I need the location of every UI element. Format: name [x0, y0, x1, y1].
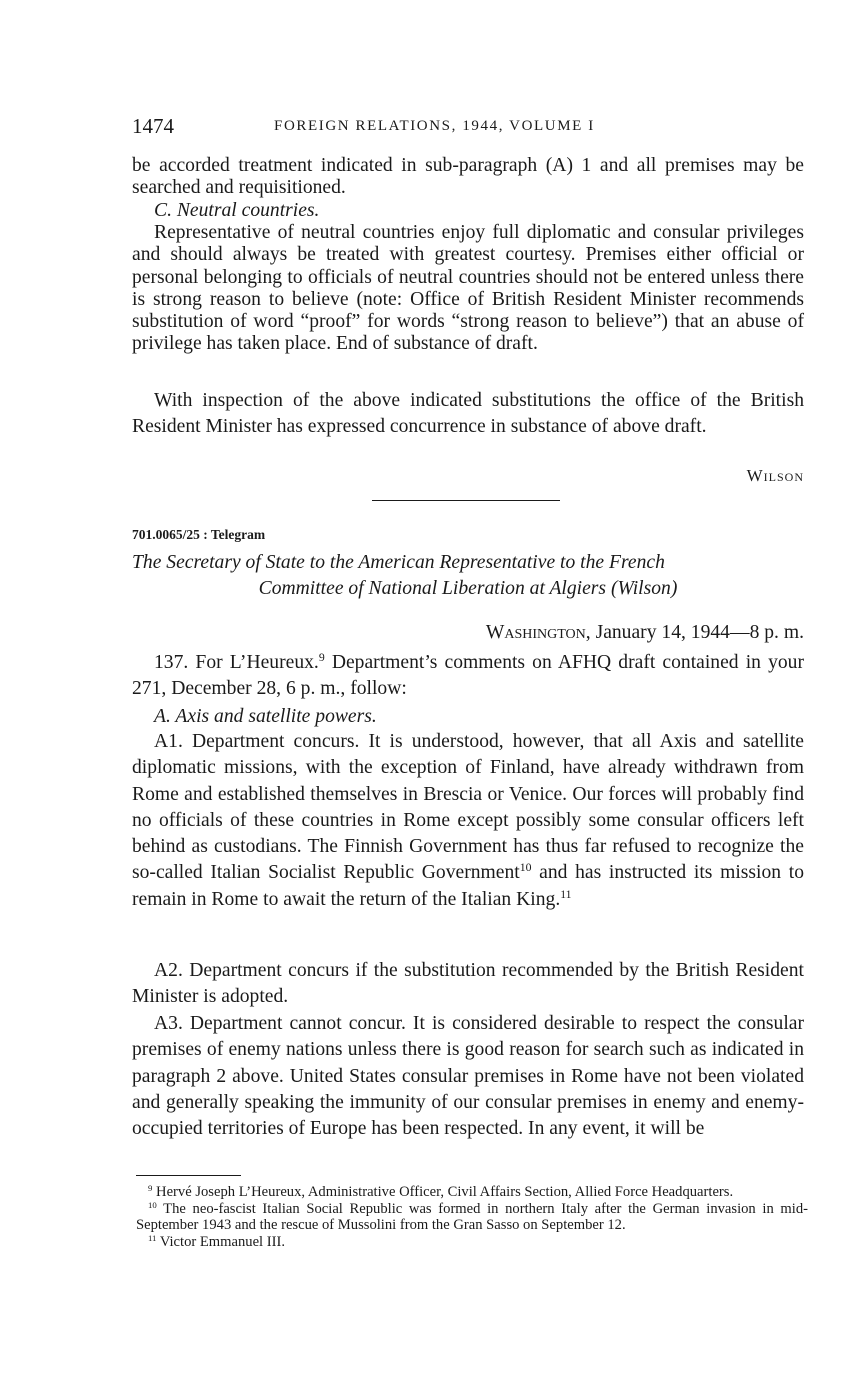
footnote-number: 10: [148, 1199, 157, 1210]
footnote-10: [136, 1201, 808, 1234]
opening-paragraph: [132, 650, 804, 703]
paragraph-a1: [132, 729, 804, 913]
dateline-date: , January 14, 1944—8 p. m.: [585, 622, 804, 643]
section-c-body: Representative of neutral countries enjoy full diplomatic and consular privileges and should always be treated with greatest courtesy. Premises either official or personal belonging to officials of neutral countries should not be entered unless there is strong reason to believe (note: Office of British Resident Minister recommends substitution of word “proof” for words “strong reason to believe”) that an abuse of privilege has taken place. End of substance of draft.: [132, 222, 804, 355]
footnote-divider: [136, 1175, 241, 1176]
a1-text: A1. Department concurs. It is understood, however, that all Axis and satellite diplomatic missions, with the exception of Finland, have already withdrawn from Rome and established themselves in Brescia or Venice. Our forces will probably find no officials of these countries in Rome except possibly some consular officers left behind as custodians. The Finnish Government has thus far refused to recognize the so-called Italian Socialist Republic Government: [132, 731, 804, 884]
file-reference: 701.0065/25 : Telegram: [132, 527, 266, 542]
footnotes: [136, 1184, 808, 1250]
footnote-text: Victor Emmanuel III.: [159, 1233, 285, 1250]
footnote-text: Hervé Joseph L’Heureux, Administrative Officer, Civil Affairs Section, Allied Force Headquarters.: [156, 1184, 734, 1200]
page-header: [132, 114, 804, 140]
signature: Wilson: [746, 466, 804, 485]
section-a-heading: A. Axis and satellite powers.: [154, 706, 377, 727]
footnote-ref-9: 9: [318, 650, 325, 664]
opening-text: 137. For L’Heureux.: [154, 652, 319, 673]
document-title-line1: The Secretary of State to the American Representative to the French: [132, 552, 665, 573]
footnote-number: 11: [148, 1232, 157, 1243]
closing-paragraph: With inspection of the above indicated substitutions the office of the British Resident Minister has expressed concurrence in substance of above draft.: [132, 390, 804, 438]
a1-text-continued: and has instructed its mission to remain in Rome to await the return of the Italian King.: [132, 862, 804, 910]
document-title: [132, 550, 804, 602]
section-c-heading: C. Neutral countries.: [154, 200, 320, 221]
footnote-number: 9: [148, 1182, 153, 1193]
opening-rest: Department’s comments on AFHQ draft contained in your 271, December 28, 6 p. m., follow:: [132, 652, 805, 700]
document-title-line2: Committee of National Liberation at Algiers (Wilson): [258, 578, 678, 599]
footnote-9: [136, 1184, 808, 1201]
footnote-11: [136, 1234, 808, 1251]
dateline-place: Washington: [485, 622, 586, 643]
paragraph-a2: A2. Department concurs if the substitution recommended by the British Resident Minister is adopted.: [132, 960, 804, 1008]
dateline: [486, 622, 804, 644]
footnote-text: The neo-fascist Italian Social Republic was formed in northern Italy after the German invasion in mid-September 1943 and the rescue of Mussolini from the Gran Sasso on September 12.: [136, 1200, 808, 1234]
footnote-ref-11: 11: [560, 887, 572, 901]
footnote-ref-10: 10: [519, 861, 532, 875]
paragraph-a3: A3. Department cannot concur. It is considered desirable to respect the consular premises of enemy nations unless there is good reason for search such as indicated in paragraph 2 above. United States consular premises in Rome have not been violated and generally speaking the immunity of our consular premises in enemy and enemy-occupied territories of Europe has been respected. In any event, it will be: [132, 1013, 804, 1140]
page-number: 1474: [132, 114, 174, 138]
running-head: FOREIGN RELATIONS, 1944, VOLUME I: [274, 118, 595, 134]
continued-paragraph: be accorded treatment indicated in sub-paragraph (A) 1 and all premises may be searched and requisitioned.: [132, 155, 804, 199]
section-divider: [372, 500, 560, 501]
